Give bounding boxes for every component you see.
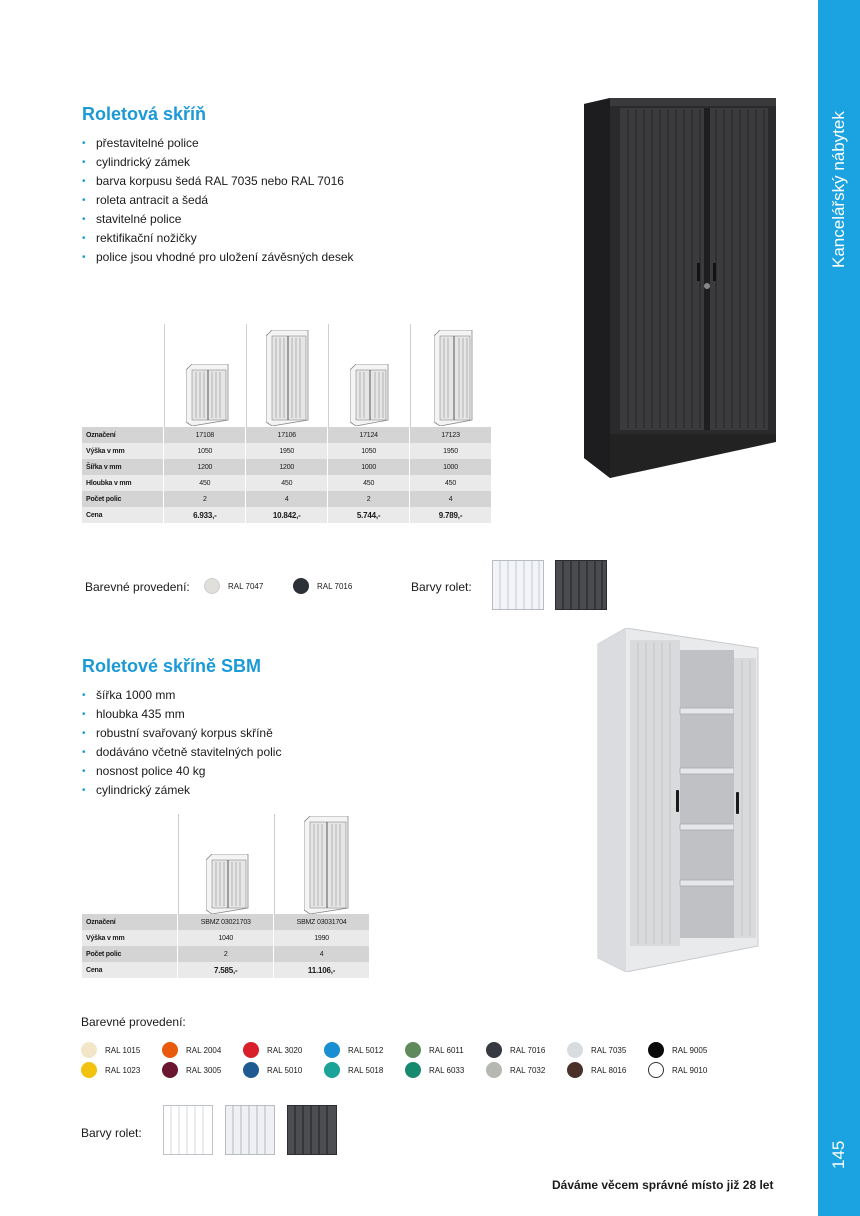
- color-swatch: [486, 1042, 502, 1058]
- table-row: Šířka v mm 1200 1200 1000 1000: [82, 459, 492, 475]
- divider: [410, 324, 411, 428]
- feature-item: • přestavitelné police: [82, 134, 354, 153]
- cabinet-dark-image: [580, 98, 780, 478]
- color-name: RAL 8016: [591, 1066, 627, 1075]
- color-swatch: [243, 1042, 259, 1058]
- feature-item: • nosnost police 40 kg: [82, 762, 281, 781]
- table-row-price: Cena 7.585,- 11.106,-: [82, 962, 370, 978]
- table-row: Označení SBMZ 03021703 SBMZ 03031704: [82, 914, 370, 930]
- table-row-price: Cena 6.933,- 10.842,- 5.744,- 9.789,-: [82, 507, 492, 523]
- divider: [274, 814, 275, 914]
- feature-item: • police jsou vhodné pro uložení závěsných desek: [82, 248, 354, 267]
- color-swatch: [486, 1062, 502, 1078]
- color-swatch: [324, 1062, 340, 1078]
- page-number: 145: [829, 1140, 848, 1170]
- divider: [178, 814, 179, 914]
- color-name: RAL 3005: [186, 1066, 222, 1075]
- color-swatch: [243, 1062, 259, 1078]
- table-row: Hloubka v mm 450 450 450 450: [82, 475, 492, 491]
- section2-features: [82, 686, 281, 800]
- color-swatch: [204, 578, 220, 594]
- roller-sample-dark: [287, 1105, 337, 1155]
- color-name: RAL 7016: [317, 582, 353, 591]
- table-row: Výška v mm 1040 1990: [82, 930, 370, 946]
- color-name: RAL 1023: [105, 1066, 141, 1075]
- feature-item: • stavitelné police: [82, 210, 354, 229]
- divider: [246, 324, 247, 428]
- color-swatch: [162, 1042, 178, 1058]
- feature-item: • hloubka 435 mm: [82, 705, 281, 724]
- divider: [164, 324, 165, 428]
- color-name: RAL 6033: [429, 1066, 465, 1075]
- roller-sample-light: [492, 560, 544, 610]
- feature-item: • dodáváno včetně stavitelných polic: [82, 743, 281, 762]
- color-name: RAL 7047: [228, 582, 264, 591]
- feature-item: • barva korpusu šedá RAL 7035 nebo RAL 7016: [82, 172, 354, 191]
- color-swatch: [81, 1062, 97, 1078]
- roller-sample-dark: [555, 560, 607, 610]
- cabinet-thumb-high: [304, 816, 350, 914]
- section2-title: Roletové skříně SBM: [82, 656, 262, 676]
- color-swatch: [567, 1042, 583, 1058]
- color-name: RAL 5012: [348, 1046, 384, 1055]
- color-swatch: [648, 1062, 664, 1078]
- color-name: RAL 5018: [348, 1066, 384, 1075]
- color-name: RAL 7016: [510, 1046, 546, 1055]
- color-name: RAL 9010: [672, 1066, 708, 1075]
- cabinet-thumb-low: [206, 854, 250, 914]
- feature-item: • cylindrický zámek: [82, 153, 354, 172]
- color-name: RAL 7035: [591, 1046, 627, 1055]
- footer-slogan: Dáváme věcem správné místo již 28 let: [552, 1178, 774, 1192]
- cabinet-thumb-low: [350, 364, 390, 426]
- feature-item: • roleta antracit a šedá: [82, 191, 354, 210]
- cabinet-light-image: [596, 628, 760, 972]
- color-swatch: [81, 1042, 97, 1058]
- category-title: Kancelářský nábytek: [829, 111, 848, 269]
- cabinet-thumb-low: [186, 364, 230, 426]
- cabinet-thumb-high: [434, 330, 474, 426]
- feature-item: • rektifikační nožičky: [82, 229, 354, 248]
- color-name: RAL 1015: [105, 1046, 141, 1055]
- side-bar: [818, 0, 860, 1216]
- color-swatch: [405, 1042, 421, 1058]
- table-row: Počet polic 2 4: [82, 946, 370, 962]
- roller-sample-white: [163, 1105, 213, 1155]
- color-swatch: [162, 1062, 178, 1078]
- color-swatch: [293, 578, 309, 594]
- feature-item: • cylindrický zámek: [82, 781, 281, 800]
- table-row: Výška v mm 1050 1950 1050 1950: [82, 443, 492, 459]
- divider: [328, 324, 329, 428]
- table-row: Označení 17108 17106 17124 17123: [82, 427, 492, 443]
- color-name: RAL 5010: [267, 1066, 303, 1075]
- feature-item: • robustní svařovaný korpus skříně: [82, 724, 281, 743]
- feature-item: • šířka 1000 mm: [82, 686, 281, 705]
- color-name: RAL 6011: [429, 1046, 464, 1055]
- color-swatch: [324, 1042, 340, 1058]
- color-swatch: [405, 1062, 421, 1078]
- section1-features: [82, 134, 354, 267]
- color-swatch: [648, 1042, 664, 1058]
- cabinet-thumb-high: [266, 330, 310, 426]
- section1-title: Roletová skříň: [82, 104, 207, 124]
- table-row: Počet polic 2 4 2 4: [82, 491, 492, 507]
- color-swatch: [567, 1062, 583, 1078]
- roller-sample-light: [225, 1105, 275, 1155]
- color-name: RAL 7032: [510, 1066, 546, 1075]
- section2-roller-label: Barvy rolet:: [81, 1126, 142, 1140]
- section1-roller-label: Barvy rolet:: [411, 580, 472, 594]
- section2-spec-table: [82, 914, 370, 978]
- color-name: RAL 2004: [186, 1046, 222, 1055]
- section1-spec-table: [82, 427, 492, 523]
- section2-color-label: Barevné provedení:: [81, 1015, 186, 1029]
- color-name: RAL 3020: [267, 1046, 303, 1055]
- color-name: RAL 9005: [672, 1046, 708, 1055]
- section1-color-label: Barevné provedení:: [85, 580, 190, 594]
